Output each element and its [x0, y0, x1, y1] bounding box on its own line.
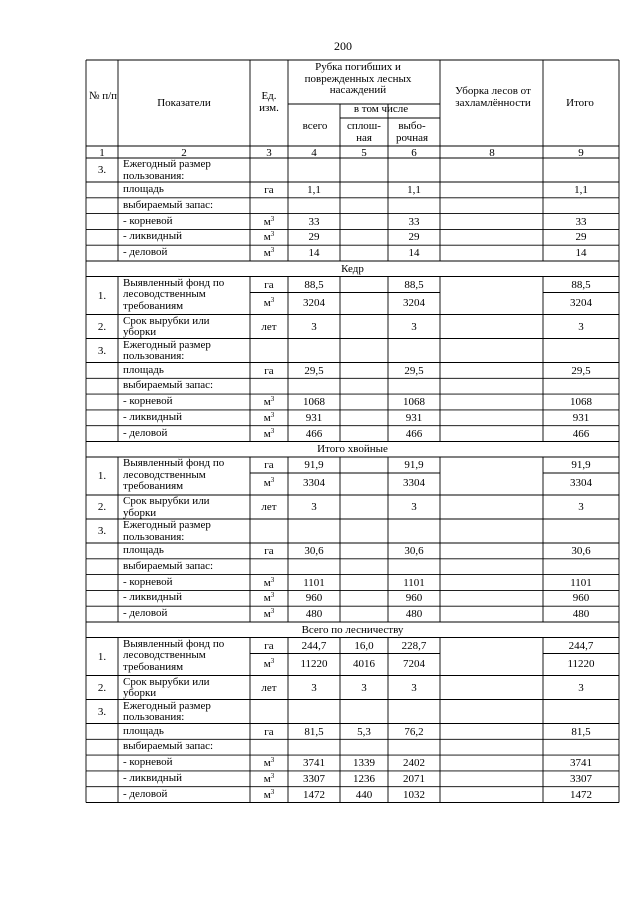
- value-clear: 440: [355, 788, 373, 801]
- value-itogo: 29: [575, 231, 587, 244]
- page-number: 200: [334, 39, 352, 53]
- value-selective: 466: [405, 427, 423, 440]
- value-itogo: 3304: [570, 477, 592, 489]
- value-itogo: 3307: [570, 772, 592, 785]
- value-selective: 1,1: [407, 184, 421, 196]
- indicator-label: - ликвидный: [123, 591, 182, 604]
- header-cleanup: Уборка лесов от захламлённости: [455, 85, 531, 109]
- header-num: № п/п: [88, 90, 118, 102]
- unit-cell: $м^3$: [263, 410, 275, 424]
- row-number: 3.: [97, 344, 107, 357]
- row-number: 1.: [97, 470, 107, 482]
- indicator-label: площадь: [123, 544, 164, 556]
- indicator-label: - ликвидный: [123, 230, 182, 243]
- column-number: 3: [266, 146, 272, 159]
- header-indicator: Показатели: [157, 97, 211, 109]
- header-including: в том числе: [353, 103, 409, 115]
- value-selective: 2402: [403, 757, 425, 770]
- unit-cell: лет: [261, 681, 277, 694]
- indicator-label: - деловой: [123, 607, 168, 620]
- indicator-label: Ежегодный размер пользования:: [123, 699, 211, 723]
- unit-cell: $м^3$: [263, 607, 275, 621]
- value-itogo: 466: [572, 427, 590, 440]
- value-selective: 1101: [403, 576, 425, 589]
- indicator-label: - деловой: [123, 246, 168, 259]
- indicator-label: - ликвидный: [123, 410, 182, 423]
- value-selective: 931: [405, 411, 423, 424]
- value-selective: 2071: [403, 772, 425, 785]
- value-selective: 91,9: [404, 459, 424, 471]
- value-selective: 1068: [403, 396, 425, 409]
- indicator-label: выбираемый запас:: [123, 379, 214, 392]
- indicator-label: - корневой: [123, 214, 173, 227]
- value-selective: 14: [408, 247, 420, 260]
- unit-cell: $м^3$: [263, 395, 275, 409]
- unit-cell: $м^3$: [263, 591, 275, 605]
- value-itogo: 1101: [570, 576, 592, 589]
- value-total: 1101: [303, 576, 325, 589]
- value-selective: 29: [408, 231, 420, 244]
- value-total: 14: [308, 247, 320, 260]
- value-clear: 16,0: [354, 639, 374, 652]
- value-total: 3: [311, 681, 317, 694]
- indicator-label: Выявленный фонд по лесоводственным требованиям: [123, 637, 225, 673]
- indicator-label: Ежегодный размер пользования:: [123, 519, 211, 543]
- header-total: всего: [302, 120, 328, 132]
- indicator-label: Ежегодный размер пользования:: [123, 338, 211, 362]
- value-selective: 3: [411, 501, 417, 513]
- value-itogo: 244,7: [568, 639, 594, 652]
- header-selective: выбо- рочная: [395, 120, 429, 144]
- value-itogo: 3204: [570, 296, 592, 309]
- indicator-label: выбираемый запас:: [123, 198, 214, 211]
- value-selective: 33: [408, 215, 420, 228]
- value-clear: 1236: [353, 772, 375, 785]
- value-itogo: 91,9: [571, 459, 591, 471]
- unit-cell: $м^3$: [263, 426, 275, 440]
- value-itogo: 960: [572, 592, 590, 605]
- value-clear: 5,3: [357, 725, 371, 738]
- value-itogo: 3: [578, 320, 584, 333]
- value-selective: 88,5: [404, 278, 424, 291]
- value-clear: 4016: [353, 657, 375, 670]
- unit-cell: га: [264, 725, 274, 738]
- unit-cell: $м^3$: [263, 295, 275, 309]
- indicator-label: Ежегодный размер пользования:: [123, 158, 211, 182]
- value-itogo: 33: [575, 215, 587, 228]
- indicator-label: Срок вырубки или уборки: [123, 314, 210, 338]
- column-number: 5: [361, 146, 367, 159]
- value-total: 3204: [303, 296, 325, 309]
- value-itogo: 480: [572, 608, 590, 621]
- value-total: 480: [305, 608, 323, 621]
- unit-cell: $м^3$: [263, 246, 275, 260]
- value-clear: 3: [361, 681, 367, 694]
- row-number: 1.: [97, 289, 107, 302]
- value-total: 1,1: [307, 184, 321, 196]
- row-number: 3.: [97, 525, 107, 537]
- value-total: 3: [311, 320, 317, 333]
- indicator-label: - корневой: [123, 575, 173, 588]
- unit-cell: га: [264, 278, 274, 291]
- unit-cell: га: [264, 364, 274, 377]
- section-heading: Кедр: [341, 262, 364, 275]
- column-number: 9: [578, 146, 584, 159]
- value-total: 29,5: [304, 364, 324, 377]
- header-itogo: Итого: [566, 97, 594, 109]
- value-itogo: 30,6: [571, 545, 591, 557]
- value-selective: 7204: [403, 657, 425, 670]
- value-itogo: 11220: [567, 657, 595, 670]
- value-itogo: 3: [578, 681, 584, 694]
- value-selective: 3204: [403, 296, 425, 309]
- value-selective: 480: [405, 608, 423, 621]
- row-number: 3.: [97, 705, 107, 718]
- unit-cell: лет: [261, 320, 277, 333]
- indicator-label: - корневой: [123, 756, 173, 769]
- indicator-label: - деловой: [123, 426, 168, 439]
- column-number: 1: [99, 146, 105, 159]
- value-itogo: 3: [578, 501, 584, 513]
- unit-cell: $м^3$: [263, 756, 275, 770]
- value-total: 244,7: [301, 639, 327, 652]
- value-clear: 1339: [353, 757, 375, 770]
- value-total: 88,5: [304, 278, 324, 291]
- value-total: 931: [305, 411, 323, 424]
- value-selective: 29,5: [404, 364, 424, 377]
- indicator-label: выбираемый запас:: [123, 559, 214, 572]
- value-itogo: 3741: [570, 757, 592, 770]
- value-itogo: 81,5: [571, 725, 591, 738]
- value-total: 33: [308, 215, 320, 228]
- row-number: 2.: [97, 501, 107, 513]
- value-total: 1068: [303, 396, 325, 409]
- indicator-label: - ликвидный: [123, 771, 182, 784]
- value-itogo: 14: [575, 247, 587, 260]
- unit-cell: $м^3$: [263, 230, 275, 244]
- column-number: 4: [311, 146, 317, 159]
- value-itogo: 29,5: [571, 364, 591, 377]
- indicator-label: Срок вырубки или уборки: [123, 675, 210, 699]
- value-selective: 3304: [403, 477, 425, 489]
- value-selective: 1032: [403, 788, 425, 801]
- unit-cell: га: [264, 184, 274, 196]
- value-total: 11220: [300, 657, 328, 670]
- unit-cell: га: [264, 639, 274, 652]
- unit-cell: га: [264, 459, 274, 471]
- row-number: 2.: [97, 681, 107, 694]
- value-total: 466: [305, 427, 323, 440]
- unit-cell: $м^3$: [263, 771, 275, 785]
- value-total: 81,5: [304, 725, 324, 738]
- unit-cell: лет: [261, 501, 277, 513]
- value-total: 91,9: [304, 459, 324, 471]
- header-clear: сплош- ная: [347, 120, 381, 144]
- unit-cell: $м^3$: [263, 656, 275, 670]
- value-total: 3741: [303, 757, 325, 770]
- column-number: 8: [489, 146, 495, 159]
- value-total: 3304: [303, 477, 325, 489]
- value-itogo: 1,1: [574, 184, 588, 196]
- value-itogo: 88,5: [571, 278, 591, 291]
- row-number: 1.: [97, 650, 107, 663]
- indicator-label: выбираемый запас:: [123, 740, 214, 753]
- indicator-label: площадь: [123, 363, 164, 376]
- value-selective: 228,7: [401, 639, 427, 652]
- value-total: 3: [311, 501, 317, 513]
- indicator-label: площадь: [123, 724, 164, 737]
- header-unit: Ед. изм.: [259, 90, 279, 114]
- row-number: 3.: [97, 164, 107, 176]
- indicator-label: - корневой: [123, 395, 173, 408]
- header-felling: Рубка погибших и поврежденных лесных насаждений: [304, 61, 412, 96]
- value-selective: 30,6: [404, 545, 424, 557]
- column-number: 2: [181, 146, 187, 159]
- value-selective: 3: [411, 681, 417, 694]
- row-number: 2.: [97, 320, 107, 333]
- value-total: 1472: [303, 788, 325, 801]
- value-itogo: 1472: [570, 788, 592, 801]
- value-itogo: 1068: [570, 396, 592, 409]
- indicator-label: Выявленный фонд по лесоводственным требованиям: [123, 276, 225, 312]
- value-total: 30,6: [304, 545, 324, 557]
- value-selective: 3: [411, 320, 417, 333]
- indicator-label: площадь: [123, 183, 164, 195]
- value-total: 29: [308, 231, 320, 244]
- value-selective: 76,2: [404, 725, 424, 738]
- section-heading: Итого хвойные: [317, 443, 388, 455]
- section-heading: Всего по лесничеству: [301, 623, 404, 636]
- indicator-label: - деловой: [123, 787, 168, 800]
- value-total: 960: [305, 592, 323, 605]
- unit-cell: $м^3$: [263, 575, 275, 589]
- value-itogo: 931: [572, 411, 590, 424]
- value-total: 3307: [303, 772, 325, 785]
- unit-cell: $м^3$: [263, 214, 275, 228]
- indicator-label: Срок вырубки или уборки: [123, 495, 210, 519]
- unit-cell: $м^3$: [263, 787, 275, 801]
- column-number: 6: [411, 146, 417, 159]
- value-selective: 960: [405, 592, 423, 605]
- unit-cell: $м^3$: [263, 476, 275, 489]
- unit-cell: га: [264, 545, 274, 557]
- indicator-label: Выявленный фонд по лесоводственным требованиям: [123, 457, 225, 492]
